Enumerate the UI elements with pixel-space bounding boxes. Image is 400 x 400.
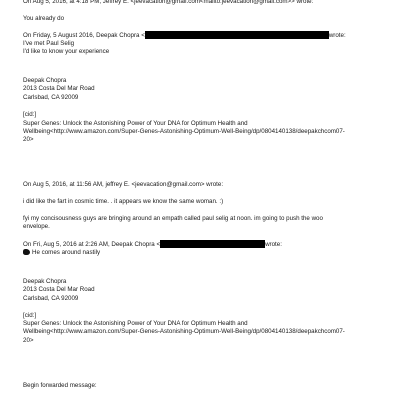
signature2-name: Deepak Chopra xyxy=(23,278,67,285)
reply3-header-suffix: wrote: xyxy=(265,241,282,248)
email-header-top: On Aug 5, 2016, at 4:18 PM, Jeffrey E. <jeevacation@gmail.com<mailto:jeevacation@gmail.com>> wrote: xyxy=(23,0,314,5)
reply2-line1: i did like the fart in cosmic time. . it appears we know the same woman. :) xyxy=(23,198,224,205)
hand-pointing-icon xyxy=(23,249,30,255)
signature2-book-line3: 20> xyxy=(23,337,34,344)
signature2-street: 2013 Costa Del Mar Road xyxy=(23,286,95,293)
reply2-line3: envelope. xyxy=(23,223,50,230)
reply3-header-prefix: On Fri, Aug 5, 2016 at 2:26 AM, Deepak Chopra < xyxy=(23,241,161,248)
signature-book-line3: 20> xyxy=(23,136,34,143)
reply1-header-prefix: On Friday, 5 August 2016, Deepak Chopra < xyxy=(23,32,145,39)
signature-book-line1: Super Genes: Unlock the Astonishing Power of Your DNA for Optimum Health and xyxy=(23,120,248,127)
signature-cid: [cid:] xyxy=(23,111,37,118)
reply1-header-suffix: wrote: xyxy=(328,32,346,39)
signature2-city: Carlsbad, CA 92009 xyxy=(23,295,79,302)
reply2-header: On Aug 5, 2016, at 11:56 AM, jeffrey E. <jeevacation@gmail.com> wrote: xyxy=(23,181,224,188)
reply2-line2: fyi my concisousness guys are bringing around an empath called paul selig at noon. im going to push the woo xyxy=(23,215,323,222)
reply3-line1 xyxy=(23,249,100,257)
signature2-book-line2: Wellbeing<http://www.amazon.com/Super-Genes-Astonishing-Optimum-Well-Being/dp/0804140138/deepakchcom07- xyxy=(23,328,345,335)
reply1-header xyxy=(23,31,346,40)
reply1-line2: I'd like to know your experience xyxy=(23,48,110,55)
signature-name: Deepak Chopra xyxy=(23,77,67,84)
signature-street: 2013 Costa Del Mar Road xyxy=(23,85,95,92)
reply-already-do: You already do xyxy=(23,15,65,22)
signature2-cid: [cid:] xyxy=(23,312,37,319)
signature-book-line2: Wellbeing<http://www.amazon.com/Super-Genes-Astonishing-Optimum-Well-Being/dp/0804140138/deepakchcom07- xyxy=(23,128,345,135)
signature2-book-line1: Super Genes: Unlock the Astonishing Power of Your DNA for Optimum Health and xyxy=(23,320,248,327)
reply1-line1: I've met Paul Selig xyxy=(23,40,75,47)
redacted-email-block xyxy=(145,31,329,39)
reply3-line1-text: He comes around nastily xyxy=(32,249,101,256)
forwarded-message-label: Begin forwarded message: xyxy=(23,382,97,389)
redacted-email-block-2 xyxy=(160,240,265,248)
reply3-header xyxy=(23,240,282,249)
signature-city: Carlsbad, CA 92009 xyxy=(23,94,79,101)
